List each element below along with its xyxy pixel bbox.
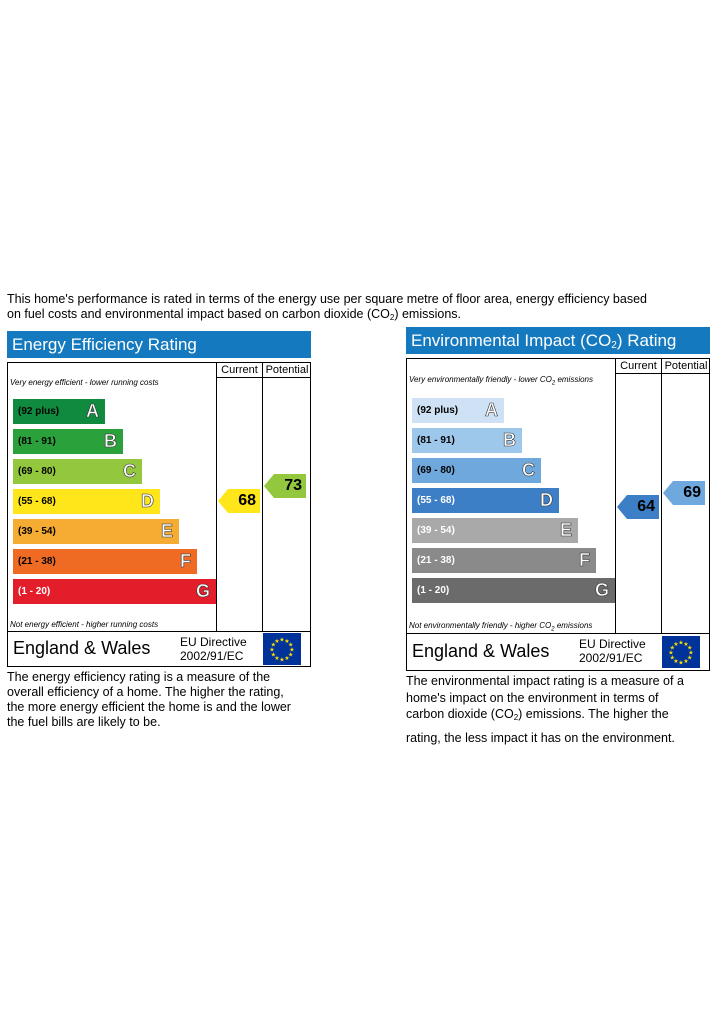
intro-line-2 [7,307,707,325]
environmental-impact-description [406,673,711,746]
rating-band-g [412,578,615,603]
band-letter: B [503,430,516,450]
bottom-note-end: emissions [554,621,593,630]
region-label: England & Wales [13,638,151,658]
env-title-start: Environmental Impact (CO [411,331,612,350]
band-range: (39 - 54) [18,526,56,537]
potential-column-header: Potential [664,360,708,372]
band-range: (81 - 91) [417,435,455,446]
eu-star: ★ [683,659,689,666]
bottom-note [409,621,592,633]
rating-band-e [13,519,179,544]
current-column-divider [216,362,217,631]
top-note: Very energy efficient - lower running costs [10,378,159,387]
intro-co2-subscript: 2 [389,313,395,322]
current-rating-value: 64 [637,498,655,515]
current-column-divider [615,358,616,634]
potential-rating-marker [663,481,705,505]
eu-star: ★ [279,637,285,644]
eu-star: ★ [688,650,694,657]
rating-band-d [13,489,160,514]
ei-description-line-3-end: ) emissions. The higher the [518,707,669,721]
rating-band-a [13,399,105,424]
rating-band-c [412,458,541,483]
ei-description-line-2: home's impact on the environment in terms of [406,690,659,705]
ei-description-line-3 [406,706,711,727]
potential-rating-value: 73 [284,477,302,494]
environmental-impact-title [406,327,710,354]
intro-line-2-start: on fuel costs and environmental impact based on carbon dioxide (CO [7,307,390,321]
footer-divider [7,631,311,632]
eu-star: ★ [687,645,693,652]
eu-star: ★ [274,656,280,663]
current-column-header: Current [221,364,258,376]
ee-description-line-4: the fuel bills are likely to be. [7,715,161,729]
eu-flag-icon [263,633,301,665]
eu-star: ★ [270,652,276,659]
top-note-subscript: 2 [551,380,556,387]
band-range: (21 - 38) [417,555,455,566]
eu-directive [180,635,247,663]
band-range: (69 - 80) [18,466,56,477]
potential-column-divider [262,362,263,631]
ei-description-line-3-start: carbon dioxide (CO [406,707,514,721]
footer-divider [406,633,710,634]
band-letter: A [485,400,498,420]
ei-description-subscript: 2 [513,713,519,722]
eu-star: ★ [678,660,684,667]
ee-description-line-3: the more energy efficient the home is and the lower [7,700,291,714]
eu-flag-icon [662,636,700,668]
potential-rating-marker [264,474,306,498]
top-note-start: Very environmentally friendly - lower CO [409,375,552,384]
eu-directive [579,637,646,665]
region-label: England & Wales [412,641,550,661]
eu-star: ★ [673,659,679,666]
eu-star: ★ [269,647,275,654]
band-letter: B [104,431,117,451]
band-range: (55 - 68) [18,496,56,507]
rating-band-b [412,428,522,453]
eu-star: ★ [274,638,280,645]
ei-description-line-4: rating, the less impact it has on the environment. [406,730,675,745]
eu-star: ★ [673,641,679,648]
current-column-header: Current [620,360,657,372]
intro-text [7,292,707,325]
band-range: (92 plus) [417,405,459,416]
ei-description-line-1: The environmental impact rating is a measure of a [406,674,684,688]
bottom-note-subscript: 2 [551,626,555,633]
band-letter: G [594,580,609,600]
ee-description-line-1: The energy efficiency rating is a measure of the [7,670,271,684]
potential-column-divider [661,358,662,634]
band-letter: C [522,460,535,480]
energy-efficiency-title: Energy Efficiency Rating [7,331,311,358]
eu-star: ★ [669,655,675,662]
environmental-impact-chart [406,327,711,672]
eu-star: ★ [683,641,689,648]
env-title-end: ) Rating [616,331,677,350]
env-title-subscript: 2 [611,340,617,351]
eu-star: ★ [279,657,285,664]
top-note [409,375,593,387]
rating-band-a [412,398,504,423]
eu-star: ★ [288,642,294,649]
band-range: (55 - 68) [417,495,455,506]
band-range: (69 - 80) [417,465,455,476]
potential-column-header: Potential [265,364,309,376]
band-range: (81 - 91) [18,436,56,447]
eu-star: ★ [289,647,295,654]
rating-band-g [13,579,216,604]
band-letter: D [540,490,553,510]
rating-band-f [412,548,596,573]
eu-star: ★ [678,640,684,647]
intro-line-2-end: ) emissions. [394,307,461,321]
top-note-end: emissions [555,375,594,384]
energy-efficiency-description [7,670,317,730]
eu-star: ★ [284,638,290,645]
energy-efficiency-chart [7,331,312,671]
eu-star: ★ [288,652,294,659]
rating-band-c [13,459,142,484]
rating-band-d [412,488,559,513]
current-rating-marker [218,489,260,513]
rating-band-f [13,549,197,574]
current-rating-marker [617,495,659,519]
eu-star: ★ [284,656,290,663]
eu-star: ★ [669,645,675,652]
current-rating-value: 68 [238,492,256,509]
band-range: (92 plus) [18,406,60,417]
directive-line-2: 2002/91/EC [579,651,643,665]
band-range: (1 - 20) [18,586,51,597]
ee-description-line-2: overall efficiency of a home. The higher the rating, [7,685,284,699]
band-letter: C [123,461,136,481]
eu-star: ★ [687,655,693,662]
band-range: (1 - 20) [417,585,450,596]
directive-line-1: EU Directive [180,635,247,649]
directive-line-2: 2002/91/EC [180,649,244,663]
rating-band-b [13,429,123,454]
eu-star: ★ [270,642,276,649]
band-letter: D [141,491,154,511]
band-letter: F [579,550,590,570]
header-divider [216,377,311,378]
band-range: (21 - 38) [18,556,56,567]
intro-line-1: This home's performance is rated in terms of the energy use per square metre of floor area, energy efficiency based [7,292,647,306]
eu-star: ★ [668,650,674,657]
band-letter: A [86,401,99,421]
band-range: (39 - 54) [417,525,455,536]
band-letter: E [559,520,572,540]
bottom-note-start: Not environmentally friendly - higher CO [409,621,552,630]
bottom-note: Not energy efficient - higher running costs [10,620,159,629]
rating-band-e [412,518,578,543]
band-letter: G [195,581,210,601]
potential-rating-value: 69 [683,484,701,501]
header-divider [615,373,710,374]
band-letter: E [160,521,173,541]
directive-line-1: EU Directive [579,637,646,651]
band-letter: F [180,551,191,571]
